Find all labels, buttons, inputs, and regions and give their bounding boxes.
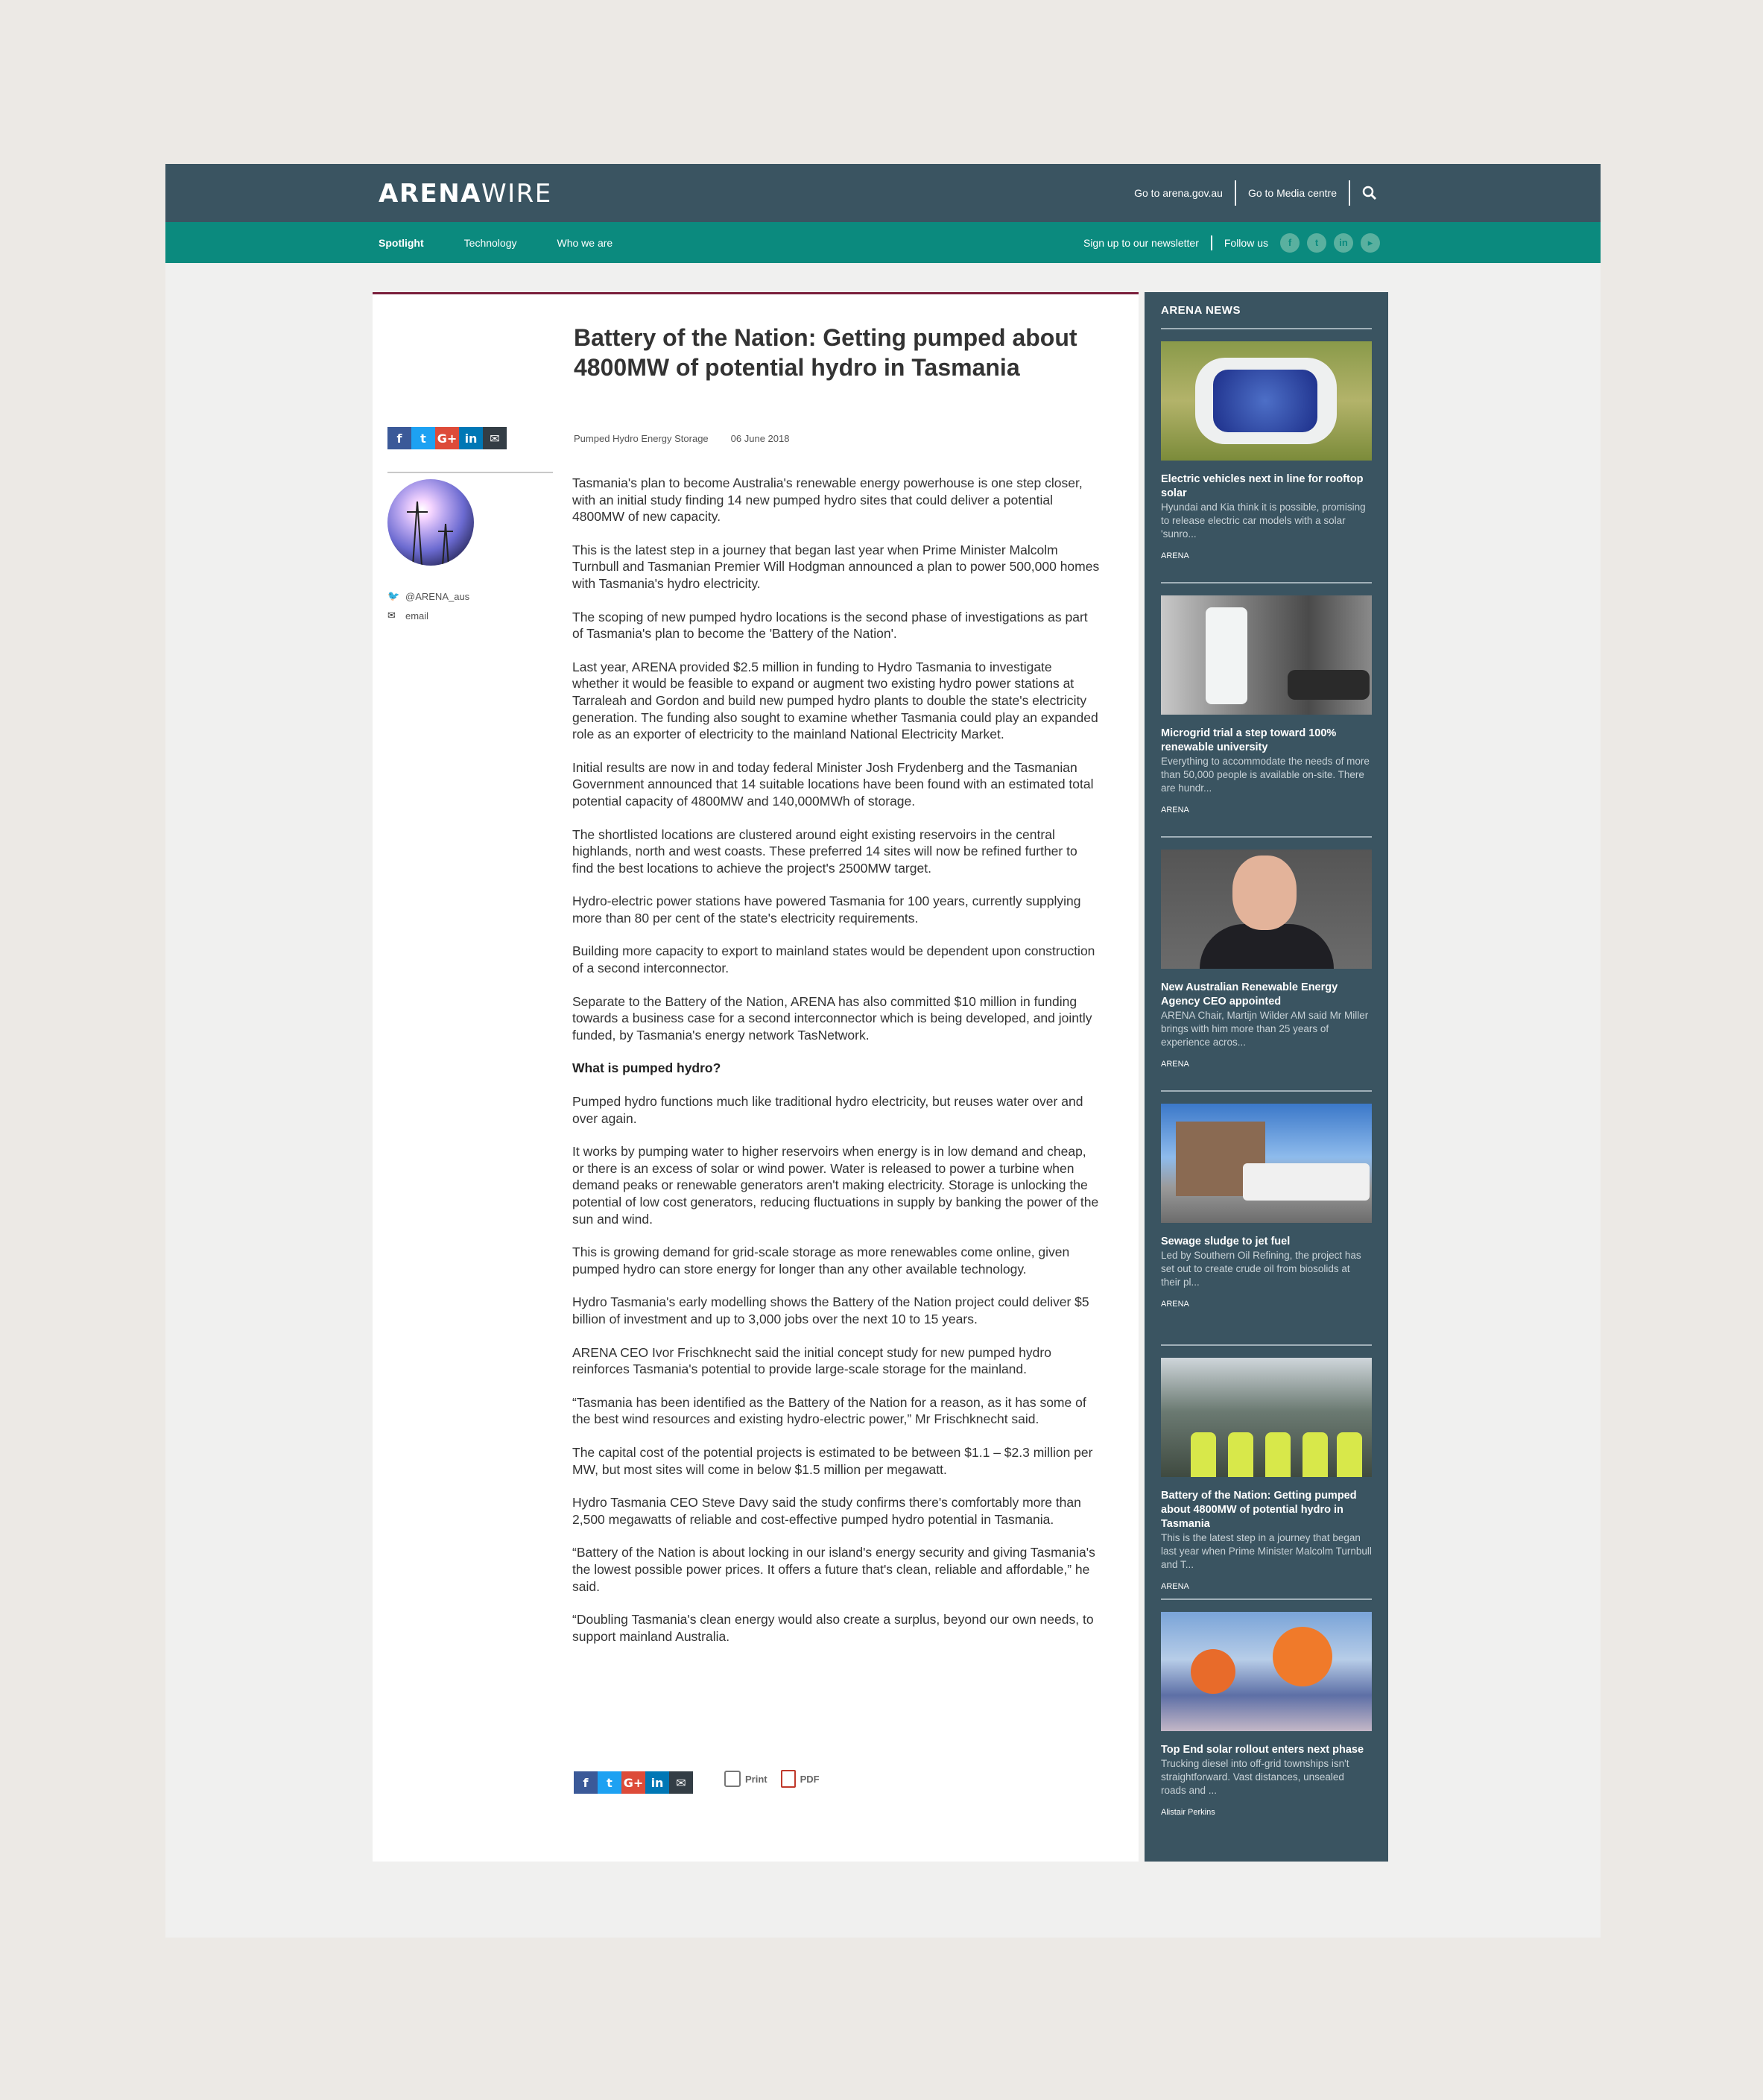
share-bar-top	[387, 427, 507, 449]
linkedin-icon[interactable]: in	[1334, 233, 1353, 253]
news-desc: Hyundai and Kia think it is possible, promising to release electric car models with a solar 'sunro...	[1161, 502, 1366, 540]
news-title[interactable]: Microgrid trial a step toward 100% renewable university	[1161, 727, 1337, 753]
share-bar-bottom	[574, 1771, 693, 1794]
author-twitter[interactable]	[387, 586, 469, 606]
article-paragraph: It works by pumping water to higher reservoirs when energy is in low demand and cheap, or there is an excess of solar or wind power. Water is released to power a turbine when demand peaks or renewable generators aren't making electricity. Storage is unlocking the potential of low cost generators, reducing fluctuations in supply by banking the power of the sun and wind.	[572, 1144, 1099, 1227]
divider	[1211, 235, 1212, 250]
pdf-button[interactable]: PDF	[800, 1773, 820, 1785]
article-category[interactable]: Pumped Hydro Energy Storage	[574, 433, 709, 444]
article-date: 06 June 2018	[730, 433, 790, 444]
divider	[1235, 180, 1236, 206]
google-plus-icon[interactable]: G+	[435, 427, 459, 449]
twitter-icon[interactable]: t	[1307, 233, 1326, 253]
news-title[interactable]: Battery of the Nation: Getting pumped about 4800MW of potential hydro in Tasmania	[1161, 1490, 1357, 1530]
news-desc: This is the latest step in a journey that began last year when Prime Minister Malcolm Turnbull and T...	[1161, 1532, 1372, 1570]
email-icon[interactable]: ✉	[483, 427, 507, 449]
main-nav	[165, 222, 1601, 263]
article-paragraph: The capital cost of the potential projects is estimated to be between $1.1 – $2.3 million per MW, but most sites will come in below $1.5 million per megawatt.	[572, 1444, 1093, 1477]
news-source: ARENA	[1161, 806, 1189, 815]
news-image[interactable]	[1161, 1612, 1372, 1731]
news-item[interactable]	[1161, 329, 1372, 583]
author-links	[387, 586, 469, 625]
author-email[interactable]	[387, 606, 469, 625]
news-image[interactable]	[1161, 1358, 1372, 1477]
article-paragraph: The shortlisted locations are clustered around eight existing reservoirs in the central highlands, north and west coasts. These preferred 14 sites will now be refined further to find the best locations to achieve the project's 2500MW target.	[572, 826, 1077, 876]
news-desc: Everything to accommodate the needs of more than 50,000 people is available on-site. There are hundr...	[1161, 756, 1370, 794]
facebook-icon[interactable]: f	[387, 427, 411, 449]
search-icon[interactable]	[1350, 180, 1380, 206]
article-paragraph: Building more capacity to export to mainland states would be dependent upon construction of a second interconnector.	[572, 943, 1095, 976]
youtube-icon[interactable]: ▸	[1361, 233, 1380, 253]
link-media-centre[interactable]: Go to Media centre	[1247, 187, 1337, 199]
twitter-icon[interactable]: t	[411, 427, 435, 449]
nav-item-technology[interactable]: Technology	[463, 236, 517, 249]
news-image[interactable]	[1161, 850, 1372, 969]
author-email-label: email	[405, 610, 429, 622]
top-bar	[165, 164, 1601, 222]
article-body	[572, 475, 1100, 1661]
article-paragraph: Hydro Tasmania's early modelling shows the Battery of the Nation project could deliver $5 billion of investment and up to 3,000 jobs over the next 10 to 15 years.	[572, 1294, 1089, 1326]
news-image[interactable]	[1161, 1104, 1372, 1223]
print-pdf	[724, 1770, 820, 1788]
linkedin-icon[interactable]: in	[645, 1771, 669, 1794]
twitter-icon[interactable]: t	[598, 1771, 621, 1794]
author-twitter-handle: @ARENA_aus	[405, 590, 470, 602]
news-desc: Trucking diesel into off-grid townships isn't straightforward. Vast distances, unsealed roads and ...	[1161, 1758, 1349, 1796]
logo-light: WIRE	[481, 179, 552, 209]
news-title[interactable]: Electric vehicles next in line for rooftop solar	[1161, 473, 1364, 499]
newsletter-link[interactable]: Sign up to our newsletter	[1083, 236, 1199, 249]
facebook-icon[interactable]: f	[574, 1771, 598, 1794]
article-paragraph: Hydro-electric power stations have powered Tasmania for 100 years, currently supplying more than 80 per cent of the state's electricity requirements.	[572, 894, 1081, 926]
linkedin-icon[interactable]: in	[459, 427, 483, 449]
news-item[interactable]	[1161, 1600, 1372, 1854]
news-desc: ARENA Chair, Martijn Wilder AM said Mr Miller brings with him more than 25 years of experience acros...	[1161, 1010, 1369, 1048]
article-paragraph: This is growing demand for grid-scale storage as more renewables come online, given pumped hydro can store energy for longer than any other available technology.	[572, 1244, 1070, 1277]
divider	[387, 472, 553, 473]
envelope-icon: ✉	[387, 610, 396, 621]
twitter-icon: 🐦	[387, 590, 400, 601]
article-paragraph: Separate to the Battery of the Nation, ARENA has also committed $10 million in funding towards a business case for a second interconnector which is being developed, and jointly funded, by Tasmania's energy network TasNetwork.	[572, 993, 1092, 1043]
news-item[interactable]	[1161, 1346, 1372, 1600]
article-meta	[574, 433, 789, 444]
article-title: Battery of the Nation: Getting pumped about 4800MW of potential hydro in Tasmania	[574, 324, 1077, 381]
news-item[interactable]	[1161, 583, 1372, 838]
news-title[interactable]: Top End solar rollout enters next phase	[1161, 1744, 1364, 1756]
link-arena-gov[interactable]: Go to arena.gov.au	[1134, 187, 1223, 199]
follow-label: Follow us	[1224, 236, 1268, 249]
nav-items	[379, 222, 653, 263]
article-paragraph: The scoping of new pumped hydro locations is the second phase of investigations as part of Tasmania's plan to become the 'Battery of the Nation'.	[572, 609, 1088, 642]
news-image[interactable]	[1161, 341, 1372, 461]
nav-item-spotlight[interactable]: Spotlight	[379, 236, 424, 249]
article-paragraph: Initial results are now in and today federal Minister Josh Frydenberg and the Tasmanian Government announced that 14 suitable locations have been found with an estimated total potential capacity of 4800MW and 140,000MWh of storage.	[572, 759, 1094, 809]
news-source: ARENA	[1161, 1582, 1189, 1591]
nav-item-who-we-are[interactable]: Who we are	[557, 236, 613, 249]
site-logo[interactable]	[379, 179, 552, 209]
sidebar-heading: ARENA NEWS	[1161, 292, 1372, 329]
article-paragraph: Last year, ARENA provided $2.5 million in funding to Hydro Tasmania to investigate whether it would be feasible to expand or augment two existing hydro power stations at Tarraleah and Gordon and build new pumped hydro plants to double the state's electricity generation. The funding also sought to examine whether Tasmania could play an expanded role as an exporter of electricity to the mainland National Electricity Market.	[572, 659, 1098, 742]
email-icon[interactable]: ✉	[669, 1771, 693, 1794]
news-source: ARENA	[1161, 1300, 1189, 1309]
news-desc: Led by Southern Oil Refining, the project has set out to create crude oil from biosolids at their pl...	[1161, 1250, 1361, 1288]
news-item[interactable]	[1161, 1092, 1372, 1346]
article-paragraph: “Doubling Tasmania's clean energy would also create a surplus, beyond our own needs, to support mainland Australia.	[572, 1612, 1094, 1644]
author-avatar	[387, 479, 474, 566]
facebook-icon[interactable]: f	[1280, 233, 1300, 253]
news-image[interactable]	[1161, 595, 1372, 715]
top-links	[1122, 164, 1380, 222]
article-paragraph: “Battery of the Nation is about locking in our island's energy security and giving Tasmania's the lowest possible power prices. It offers a future that's clean, reliable and affordable,” he said.	[572, 1545, 1095, 1594]
printer-icon[interactable]	[724, 1771, 741, 1787]
pdf-icon[interactable]	[781, 1770, 796, 1788]
news-source: Alistair Perkins	[1161, 1808, 1215, 1817]
news-item[interactable]	[1161, 838, 1372, 1092]
article-paragraph: Hydro Tasmania CEO Steve Davy said the study confirms there's comfortably more than 2,500 megawatts of reliable and cost-effective pumped hydro potential in Tasmania.	[572, 1495, 1081, 1527]
google-plus-icon[interactable]: G+	[621, 1771, 645, 1794]
divider	[1349, 180, 1350, 206]
news-title[interactable]: New Australian Renewable Energy Agency CEO appointed	[1161, 981, 1338, 1008]
nav-right	[1083, 222, 1380, 263]
news-source: ARENA	[1161, 551, 1189, 560]
logo-bold: ARENA	[379, 179, 481, 209]
article-paragraph: This is the latest step in a journey that began last year when Prime Minister Malcolm Turnbull and Tasmanian Premier Will Hodgman announced a plan to power 500,000 homes with Tasmania's hydro electricity.	[572, 542, 1100, 591]
print-button[interactable]: Print	[745, 1773, 767, 1785]
article-panel	[373, 292, 1139, 1862]
article-paragraph: Pumped hydro functions much like traditional hydro electricity, but reuses water over and over again.	[572, 1094, 1083, 1126]
news-title[interactable]: Sewage sludge to jet fuel	[1161, 1236, 1291, 1247]
article-paragraph: ARENA CEO Ivor Frischknecht said the initial concept study for new pumped hydro reinforces Tasmania's potential to provide large-scale storage for the mainland.	[572, 1344, 1051, 1377]
news-source: ARENA	[1161, 1060, 1189, 1069]
section-heading: What is pumped hydro?	[572, 1060, 721, 1076]
article-paragraph: “Tasmania has been identified as the Battery of the Nation for a reason, as it has some of the best wind resources and existing hydro-electric power,” Mr Frischknecht said.	[572, 1394, 1086, 1427]
article-paragraph: Tasmania's plan to become Australia's renewable energy powerhouse is one step closer, with an initial study finding 14 new pumped hydro sites that could deliver a potential 4800MW of new capacity.	[572, 475, 1083, 525]
news-sidebar	[1145, 292, 1388, 1862]
